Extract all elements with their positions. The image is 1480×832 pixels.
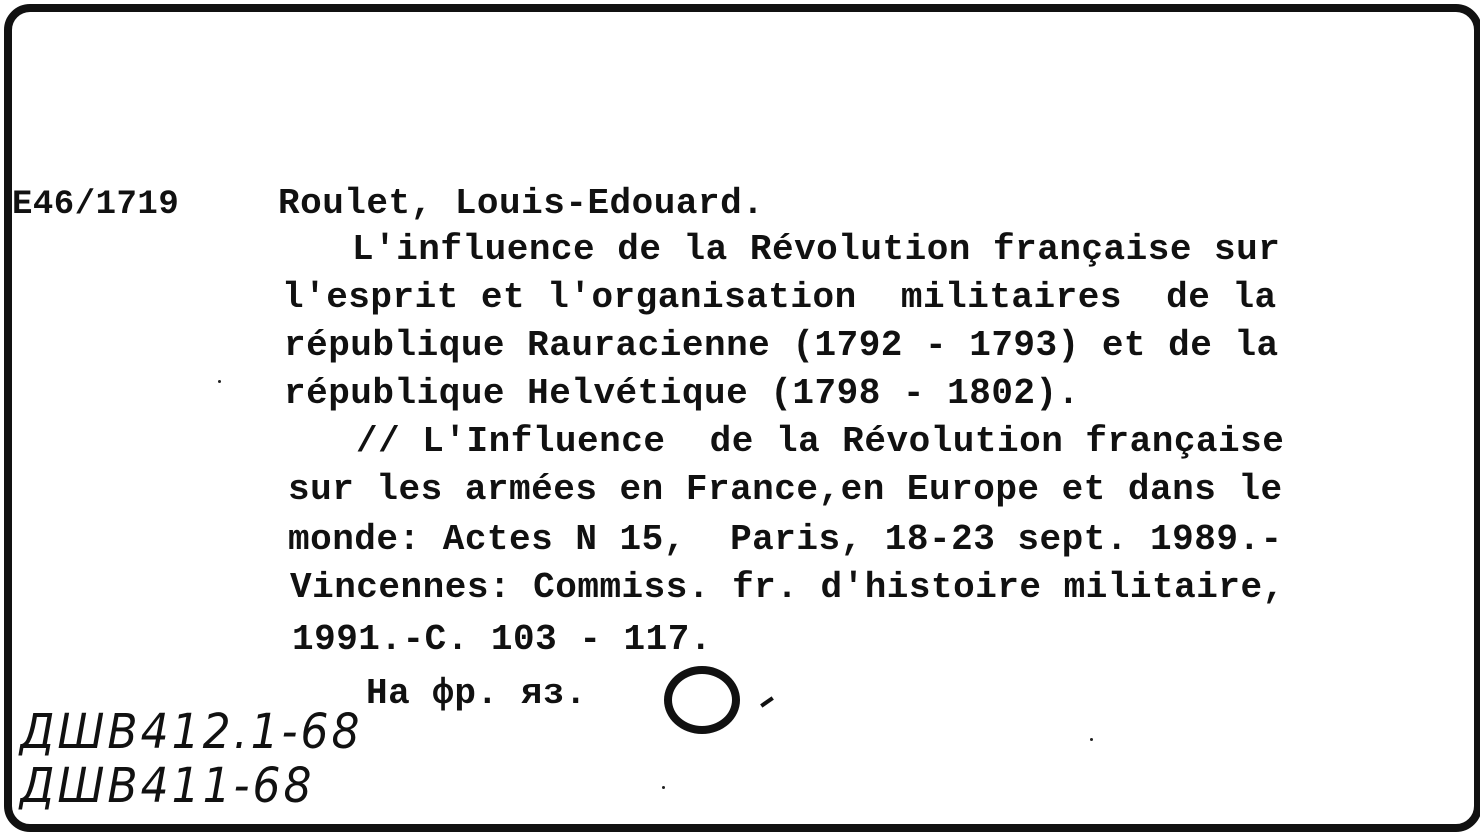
speck — [662, 786, 665, 789]
handwritten-shelfmark-2: ДШB411-68 — [20, 758, 315, 815]
source-line-3: monde: Actes N 15, Paris, 18-23 sept. 1989.- — [288, 519, 1283, 560]
author-line: Roulet, Louis-Edouard. — [278, 183, 765, 224]
call-number: E46/1719 — [12, 186, 180, 224]
handwritten-shelfmark-1: ДШB412.1-68 — [20, 704, 363, 761]
language-note: На фр. яз. — [366, 673, 588, 714]
title-line-3: république Rauracienne (1792 - 1793) et de la — [284, 325, 1279, 366]
title-line-1: L'influence de la Révolution française sur — [352, 229, 1281, 270]
source-line-2: sur les armées en France,en Europe et dans le — [288, 469, 1283, 510]
publisher-line: Vincennes: Commiss. fr. d'histoire militaire, — [290, 567, 1285, 608]
speck — [218, 380, 221, 383]
title-line-2: l'esprit et l'organisation militaires de la — [282, 277, 1277, 318]
speck — [1090, 738, 1093, 741]
title-line-4: république Helvétique (1798 - 1802). — [284, 373, 1080, 414]
pages-line: 1991.-C. 103 - 117. — [292, 619, 712, 660]
source-line-1: // L'Influence de la Révolution française — [356, 421, 1285, 462]
circle-mark — [664, 666, 740, 734]
